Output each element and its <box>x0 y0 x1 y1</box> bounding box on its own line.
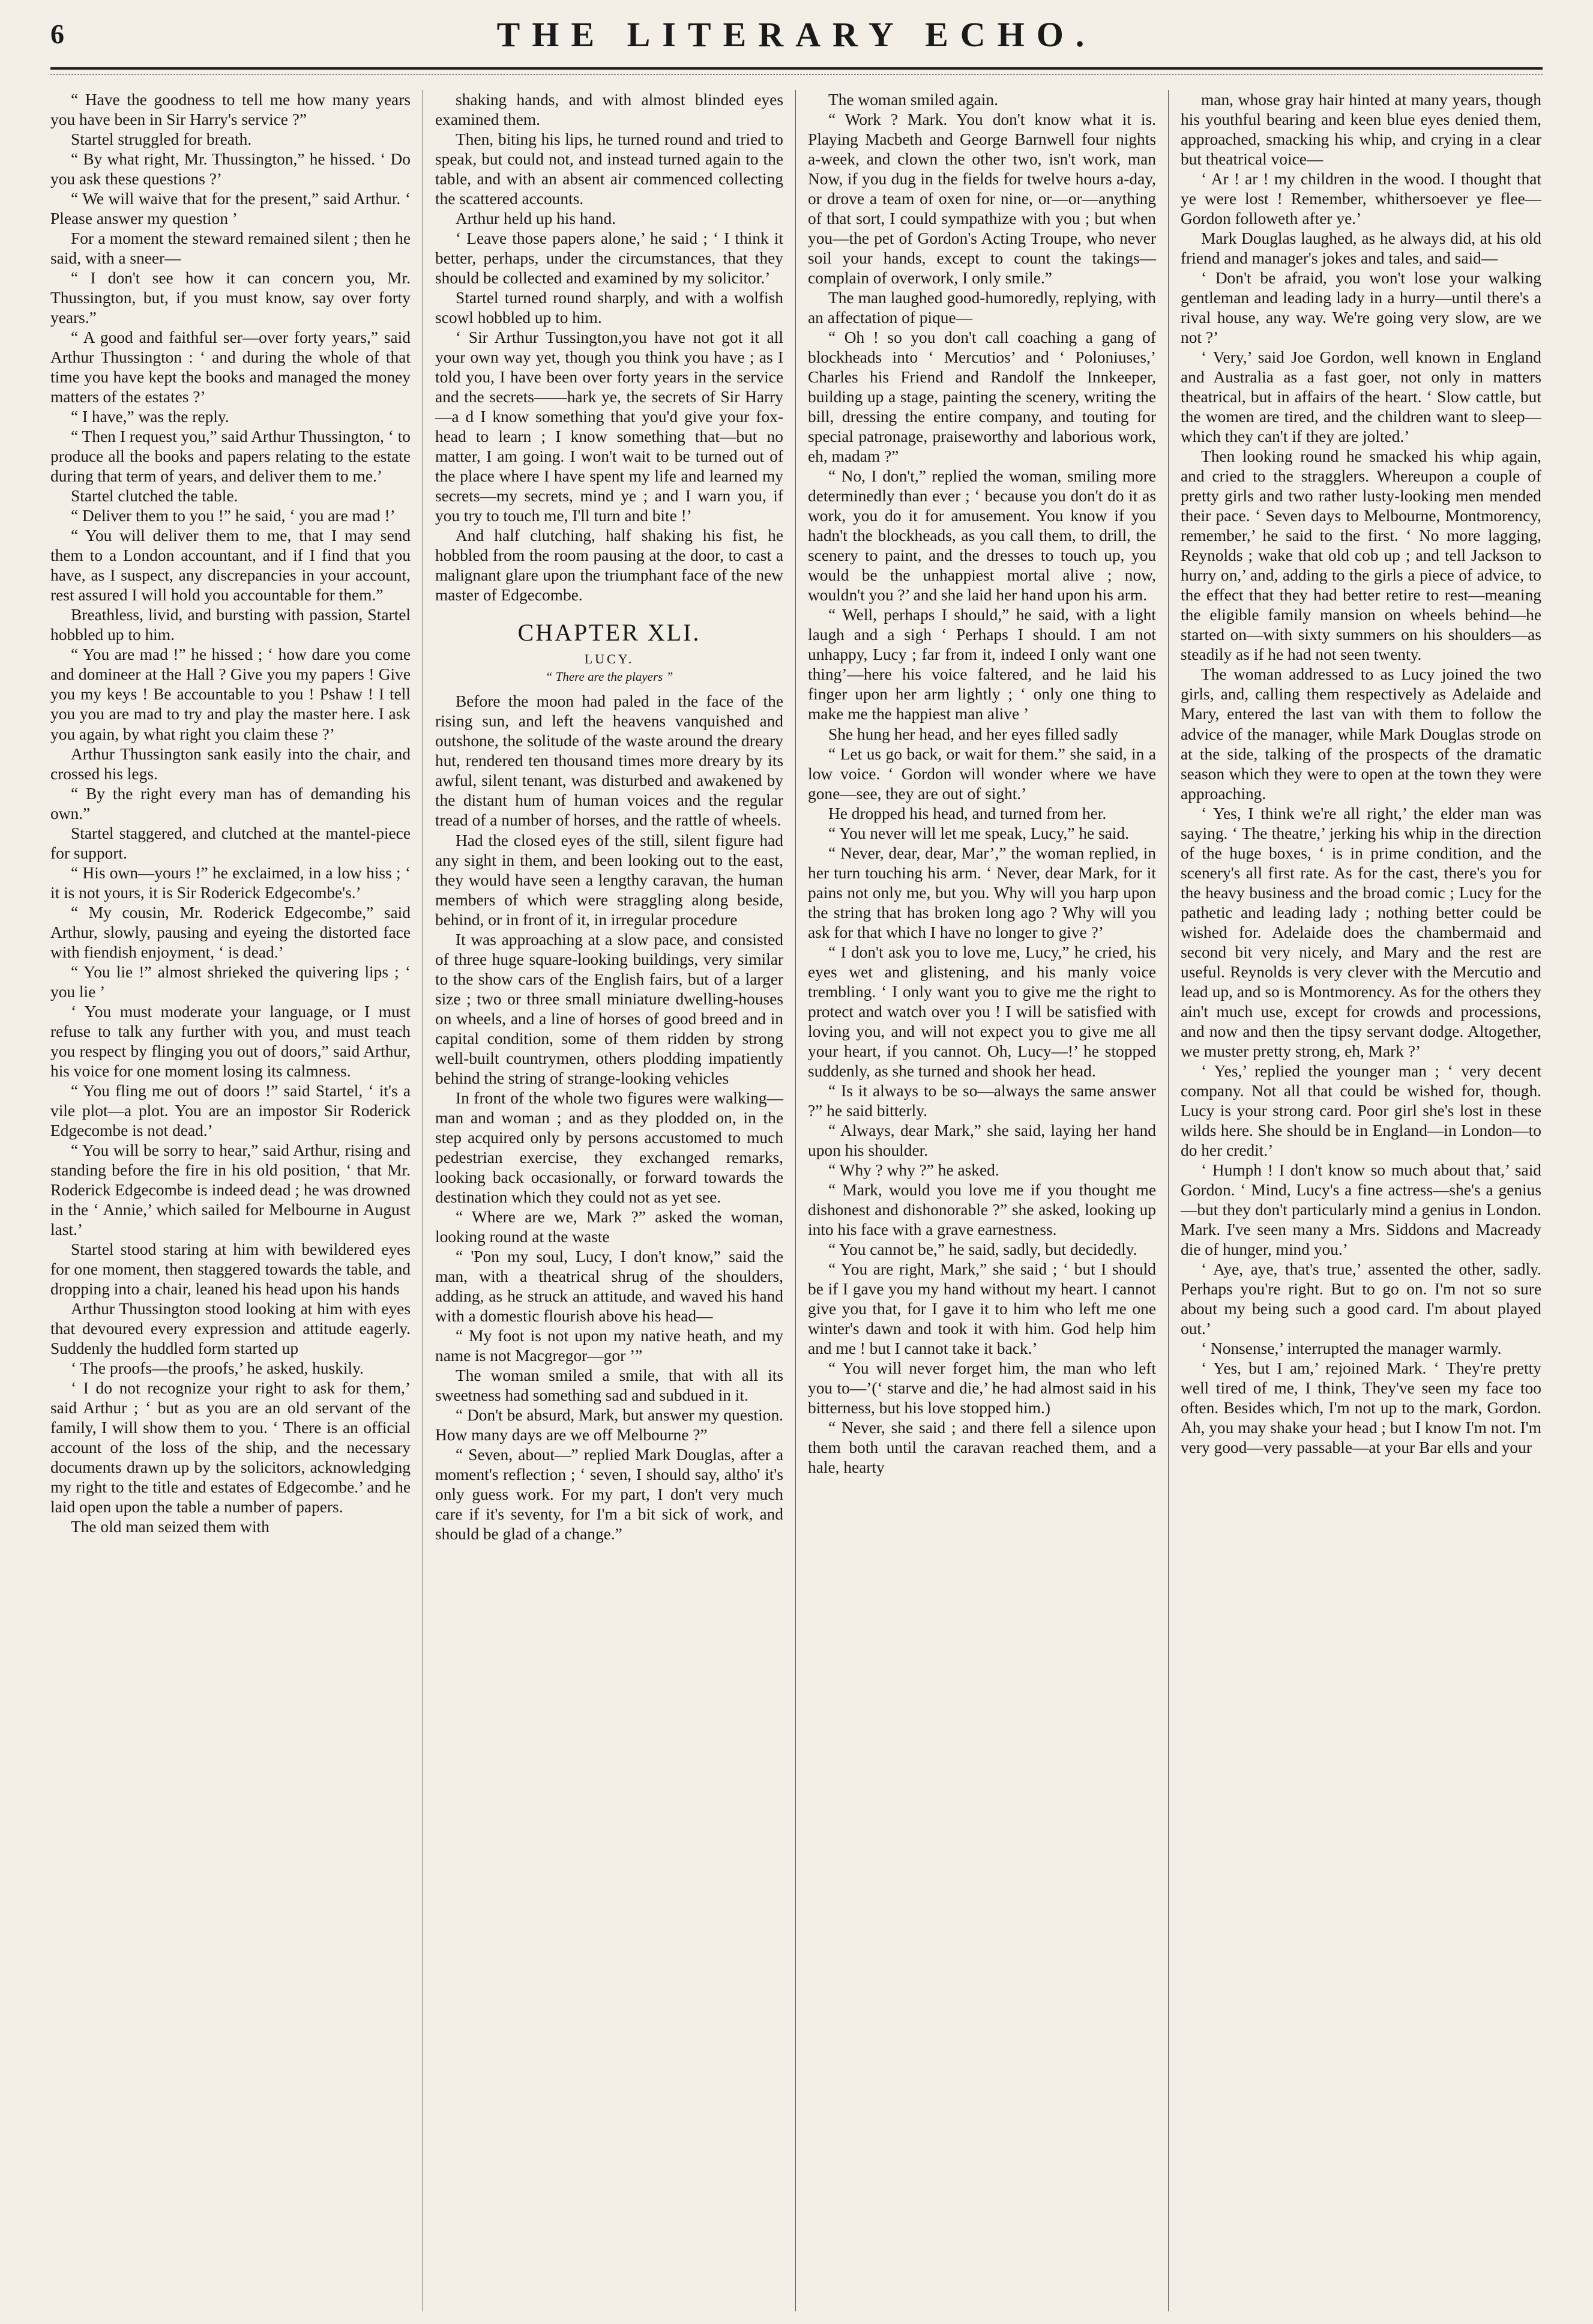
paragraph: ‘ Aye, aye, that's true,’ assented the other, sadly. Perhaps you're right. But to go on. I'm not so sure about my being such a good card. I'm about played out.’ <box>1181 1260 1541 1338</box>
paragraph: The woman addressed to as Lucy joined the two girls, and, calling them respectively as Adelaide and Mary, entered the last van with them to follow the advice of the manager, while Mark Douglas strode on at the side, talking of the prospects of the dramatic season which they were to open at the town they were approaching. <box>1181 665 1541 803</box>
paragraph: “ You are right, Mark,” she said ; ‘ but I should be if I gave you my hand without my heart. I cannot give you that, for I gave it to him who left me one winter's dawn and took it with him. God help him and me ! but I cannot take it back.’ <box>808 1260 1156 1357</box>
paragraph: The old man seized them with <box>71 1518 270 1536</box>
paragraph: ‘ Nonsense,’ interrupted the manager warmly. <box>1201 1339 1502 1357</box>
paragraph: ‘ Sir Arthur Tussington,you have not got it all your own way yet, though you think you have ; as I told you, I have been over forty years in the service and the secrets——hark ye, the secrets of Sir Harry—a d I know something that you'd give your fox-head to learn ; I know something that—but no matter, I am going. I won't wait to be turned out of the place where I have spent my life and learned my secrets—my secrets, mind ye ; and I warn you, if you try to touch me, I'll turn and bite !’ <box>435 328 783 525</box>
paragraph: ‘ Yes, but I am,’ rejoined Mark. ‘ They're pretty well tired of me, I think, They've seen my face too often. Besides which, I'm not up to the mark, Gordon. Ah, you may shake your head ; but I know I'm not. I'm very good—very passable—at your Bar ells and your <box>1181 1359 1541 1457</box>
paragraph: Startel clutched the table. <box>71 487 238 506</box>
paragraph: “ Work ? Mark. You don't know what it is. Playing Macbeth and George Barnwell four nights a-week, and clown the other two, isn't work, man Now, if you dug in the fields for twelve hours a-day, or drove a team of oxen for nine, or—or—anything of that sort, I could sympathize with you ; but when you—the pet of Gordon's Acting Troupe, who never soil your hands, except to count the takings—complain of overwork, I only smile.” <box>808 110 1156 288</box>
paragraph: “ Seven, about—” replied Mark Douglas, after a moment's reflection ; ‘ seven, I should say, altho' it's only guess work. For my part, I don't very much care if it's seventy, for I'm a bit sick of work, and should be glad of a change.” <box>435 1445 783 1544</box>
paragraph: The woman smiled again. <box>828 91 998 109</box>
paragraph: ‘ You must moderate your language, or I must refuse to talk any further with you, and must teach you respect by flinging you out of doors,” said Arthur, his voice for one moment losing its calmness. <box>50 1002 411 1080</box>
paragraph: “ Never, dear, dear, Mar’,” the woman replied, in her turn touching his arm. ‘ Never, dear Mark, for it pains not only me, but you. Why will you harp upon the string that has broken long ago ? Why will you ask for that which I have no longer to give ?’ <box>808 844 1156 941</box>
paragraph: “ Where are we, Mark ?” asked the woman, looking round at the waste <box>435 1207 783 1246</box>
paragraph: “ Is it always to be so—always the same answer ?” he said bitterly. <box>808 1081 1156 1120</box>
paragraph: “ My cousin, Mr. Roderick Edgecombe,” said Arthur, slowly, pausing and eyeing the distorted face with fiendish enjoyment, ‘ is dead.’ <box>50 903 411 961</box>
paragraph: “ My foot is not upon my native heath, and my name is not Macgregor—gor ’” <box>435 1326 783 1365</box>
paragraph: Startel staggered, and clutched at the mantel-piece for support. <box>50 824 411 862</box>
paragraph: “ Let us go back, or wait for them.” she said, in a low voice. ‘ Gordon will wonder where we have gone—see, they are out of sight.’ <box>808 744 1156 803</box>
column-4 <box>1169 90 1541 2311</box>
chapter-title: LUCY. <box>584 651 634 666</box>
paragraph: “ A good and faithful ser—over forty years,” said Arthur Thussington : ‘ and during the whole of that time you have kept the books and managed the money matters of the estates ?’ <box>50 328 411 406</box>
paragraph: ‘ The proofs—the proofs,’ he asked, huskily. <box>71 1359 364 1377</box>
paragraph: ‘ Humph ! I don't know so much about that,’ said Gordon. ‘ Mind, Lucy's a fine actress—she's a genius—but they don't particularly mind a genius in London. Mark. I've seen many a Mrs. Siddons and Macready die of hunger, mind you.’ <box>1181 1160 1541 1258</box>
paragraph: ‘ Yes,’ replied the younger man ; ‘ very decent company. Not all that could be wished for, though. Lucy is your strong card. Poor girl she's lost in these wilds here. She should be in England—in London—to do her credit.’ <box>1181 1061 1541 1159</box>
header-rule <box>50 67 1543 70</box>
paragraph: Had the closed eyes of the still, silent figure had any sight in them, and been looking out to the east, they would have seen a lengthy caravan, the human members of which were straggling along beside, behind, or in front of it, in irregular procedure <box>435 831 783 929</box>
paragraph: Then, biting his lips, he turned round and tried to speak, but could not, and instead turned again to the table, and with an absent air commenced collecting the scattered accounts. <box>435 130 783 208</box>
paragraph: “ I have,” was the reply. <box>71 408 229 426</box>
paragraph: Arthur Thussington sank easily into the chair, and crossed his legs. <box>50 744 411 783</box>
paragraph: “ Never, she said ; and there fell a silence upon them both until the caravan reached them, and a hale, hearty <box>808 1419 1156 1477</box>
paragraph: “ You cannot be,” he said, sadly, but decidedly. <box>828 1240 1137 1258</box>
paragraph: “ Well, perhaps I should,” he said, with a light laugh and a sigh ‘ Perhaps I should. I am not unhappy, Lucy ; far from it, indeed I only want one thing’—here his voice faltered, and he laid his finger upon her arm lightly ; ‘ only one thing to make me the happiest man alive ’ <box>808 606 1156 723</box>
paragraph: “ 'Pon my soul, Lucy, I don't know,” said the man, with a theatrical shrug of the shoulders, adding, as he struck an attitude, and waved his hand with a domestic flourish above his head— <box>435 1247 783 1325</box>
paragraph: “ I don't see how it can concern you, Mr. Thussington, but, if you must know, say over forty years.” <box>50 269 411 327</box>
paragraph: Startel turned round sharply, and with a wolfish scowl hobbled up to him. <box>435 289 783 327</box>
paragraph: For a moment the steward remained silent ; then he said, with a sneer— <box>50 229 411 268</box>
paragraph: Startel stood staring at him with bewildered eyes for one moment, then staggered towards the table, and dropping into a chair, leaned his head upon his hands <box>50 1240 411 1298</box>
paragraph: Breathless, livid, and bursting with passion, Startel hobbled up to him. <box>50 606 411 644</box>
paragraph: “ By what right, Mr. Thussington,” he hissed. ‘ Do you ask these questions ?’ <box>50 150 411 189</box>
column-2 <box>423 90 796 2311</box>
paragraph: She hung her head, and her eyes filled sadly <box>828 725 1118 743</box>
paragraph: “ Have the goodness to tell me how many years you have been in Sir Harry's service ?” <box>50 91 411 129</box>
paragraph: “ Deliver them to you !” he said, ‘ you are mad !’ <box>71 507 396 525</box>
paragraph: Then looking round he smacked his whip again, and cried to the stragglers. Whereupon a couple of pretty girls and two rather lusty-looking men mended their pace. ‘ Seven days to Melbourne, Montmorency, remember,’ he said to the first. ‘ No more lagging, Reynolds ; wake that old cob up ; and tell Jackson to hurry on,’ and, adding to the girls a piece of advice, to the effect that they had better retire to rest—meaning the eligible family mansion on wheels behind—he started on—with sixty summers on his shoulders—as steadily as if he had not seen twenty. <box>1181 447 1541 664</box>
publication-title: THE LITERARY ECHO. <box>496 15 1097 54</box>
paragraph: The man laughed good-humoredly, replying, with an affectation of pique— <box>808 289 1156 327</box>
paragraph: “ You will be sorry to hear,” said Arthur, rising and standing before the fire in his old position, ‘ that Mr. Roderick Edgecombe is indeed dead ; he was drowned in the ‘ Annie,’ which sailed for Melbourne in August last.’ <box>50 1141 411 1239</box>
paragraph: It was approaching at a slow pace, and consisted of three huge square-looking buildings, very similar to the show cars of the English fairs, but of a larger size ; two or three small miniature dwelling-houses on wheels, and a line of horses of good breed and in capital condition, some of them ridden by strong well-built countrymen, others plodding impatiently behind the string of strange-looking vehicles <box>435 930 783 1087</box>
paragraph: “ You are mad !” he hissed ; ‘ how dare you come and domineer at the Hall ? Give you my papers ! Give you my keys ! Be accountable to you ! Pshaw ! I tell you you are mad to try and play the master here. I ask you again, by what right you claim these ?’ <box>50 645 411 743</box>
paragraph: shaking hands, and with almost blinded eyes examined them. <box>435 91 783 129</box>
column-1 <box>50 90 423 2311</box>
column-3 <box>796 90 1169 2311</box>
paragraph: “ By the right every man has of demanding his own.” <box>50 784 411 822</box>
paragraph: “ You lie !” almost shrieked the quivering lips ; ‘ you lie ’ <box>50 962 411 1001</box>
paragraph: “ I don't ask you to love me, Lucy,” he cried, his eyes wet and glistening, and his manly voice trembling. ‘ I only want you to give me the right to protect and watch over you ! I will be satisfied with loving you, and will not expect you to give me all your heart, if you cannot. Oh, Lucy—!’ he stopped suddenly, as she turned and shook her head. <box>808 943 1156 1080</box>
paragraph: “ Oh ! so you don't call coaching a gang of blockheads into ‘ Mercutios’ and ‘ Poloniuses,’ Charles his Friend and Randolf the Innkeeper, building up a stage, painting the scenery, writing the bill, dressing the entire company, and touting for special patronage, praiseworthy and laborious work, eh, madam ?” <box>808 328 1156 466</box>
paragraph: “ You will never forget him, the man who left you to—’(‘ starve and die,’ he had almost said in his bitterness, but his love stopped him.) <box>808 1359 1156 1417</box>
paragraph: “ We will waive that for the present,” said Arthur. ‘ Please answer my question ’ <box>50 190 411 228</box>
header-rule-dashed <box>50 74 1543 75</box>
paragraph: “ You fling me out of doors !” said Startel, ‘ it's a vile plot—a plot. You are an impostor Sir Roderick Edgecombe is not dead.’ <box>50 1081 411 1139</box>
paragraph: “ You never will let me speak, Lucy,” he said. <box>828 824 1130 842</box>
paragraph: Arthur held up his hand. <box>456 210 616 228</box>
paragraph: ‘ Leave those papers alone,’ he said ; ‘ I think it better, perhaps, under the circumstances, that they should be collected and examined by my solicitor.’ <box>435 229 783 288</box>
chapter-epigraph: “ There are the players ” <box>545 669 673 684</box>
paragraph: “ Don't be absurd, Mark, but answer my question. How many days are we off Melbourne ?” <box>435 1405 783 1444</box>
paragraph: ‘ Don't be afraid, you won't lose your walking gentleman and leading lady in a hurry—until there's a rival house, any way. We're going very slow, are we not ?’ <box>1181 269 1541 347</box>
paragraph: ‘ Very,’ said Joe Gordon, well known in England and Australia as a fast goer, not only in matters theatrical, but in affairs of the heart. ‘ Slow cattle, but the women are tired, and the children want to sleep—which they can't if they are jolted.’ <box>1181 348 1541 446</box>
paragraph: ‘ I do not recognize your right to ask for them,’ said Arthur ; ‘ but as you are an old servant of the family, I will show them to you. ‘ There is an official account of the loss of the ship, and the necessary documents drawn up by the solicitors, acknowledging my right to the title and estates of Edgecombe.’ and he laid open upon the table a number of papers. <box>50 1379 411 1517</box>
chapter-heading: CHAPTER XLI. <box>517 619 701 647</box>
paragraph: Arthur Thussington stood looking at him with eyes that devoured every expression and attitude eagerly. Suddenly the huddled form started up <box>50 1299 411 1357</box>
paragraph: man, whose gray hair hinted at many years, though his youthful bearing and keen blue eyes denied them, approached, smacking his whip, and crying in a clear but theatrical voice— <box>1181 91 1541 169</box>
paragraph: “ Mark, would you love me if you thought me dishonest and dishonorable ?” she asked, looking up into his face with a grave earnestness. <box>808 1180 1156 1239</box>
text-columns <box>50 90 1543 2311</box>
paragraph: “ His own—yours !” he exclaimed, in a low hiss ; ‘ it is not yours, it is Sir Roderick Edgecombe's.’ <box>50 863 411 902</box>
paragraph: ‘ Yes, I think we're all right,’ the elder man was saying. ‘ The theatre,’ jerking his whip in the direction of the huge boxes, ‘ is in prime condition, and the scenery's all first rate. As for the cast, there's you for the heavy business and the broad comic ; Lucy for the pathetic and leading lady ; nothing better could be wished for. Adelaide does the chambermaid and second bit very nicely, and Mary and the rest are useful. Reynolds is very clever with the Mercutio and lead up, and so is Montmorency. As for the others they ain't much use, except for crowds and processions, and now and then the tipsy servant dodge. Altogether, we muster pretty strong, eh, Mark ?’ <box>1181 804 1541 1060</box>
paragraph: Before the moon had paled in the face of the rising sun, and left the heavens vanquished and outshone, the solitude of the waste around the dreary hut, rendered ten thousand times more dreary by its awful, silent tenant, was disturbed and awakened by the distant hum of human voices and the regular tread of a number of horses, and the rattle of wheels. <box>435 692 783 830</box>
paragraph: In front of the whole two figures were walking—man and woman ; and as they plodded on, in the step acquired only by persons accustomed to much pedestrian exercise, they exchanged remarks, looking back occasionally, or forward towards the destination which they could not as yet see. <box>435 1088 783 1206</box>
page-number: 6 <box>50 19 64 49</box>
paragraph: “ You will deliver them to me, that I may send them to a London accountant, and if I find that you have, as I suspect, any discrepancies in your account, rest assured I will hold you accountable for them.” <box>50 527 411 605</box>
paragraph: He dropped his head, and turned from her. <box>828 804 1107 822</box>
paragraph: ‘ Ar ! ar ! my children in the wood. I thought that ye were lost ! Remember, whithersoever ye flee—Gordon followeth after ye.’ <box>1181 170 1541 228</box>
paragraph: The woman smiled a smile, that with all its sweetness had something sad and subdued in it. <box>435 1366 783 1404</box>
paragraph: “ No, I don't,” replied the woman, smiling more determinedly than ever ; ‘ because you don't do it as work, you do it for amusement. You know if you hadn't the blockheads, as you call them, to drill, the scenery to paint, and the dresses to touch up, you would be the unhappiest mortal alive ; now, wouldn't you ?’ and she laid her hand upon his arm. <box>808 467 1156 605</box>
paragraph: “ Why ? why ?” he asked. <box>828 1160 999 1179</box>
paragraph: Startel struggled for breath. <box>71 130 252 149</box>
paragraph: Mark Douglas laughed, as he always did, at his old friend and manager's jokes and tales, and said— <box>1181 229 1541 268</box>
paragraph: And half clutching, half shaking his fist, he hobbled from the room pausing at the door, to cast a malignant glare upon the triumphant face of the new master of Edgecombe. <box>435 527 783 605</box>
paragraph: “ Always, dear Mark,” she said, laying her hand upon his shoulder. <box>808 1121 1156 1159</box>
paragraph: “ Then I request you,” said Arthur Thussington, ‘ to produce all the books and papers relating to the estate during that term of years, and deliver them to me.’ <box>50 427 411 486</box>
